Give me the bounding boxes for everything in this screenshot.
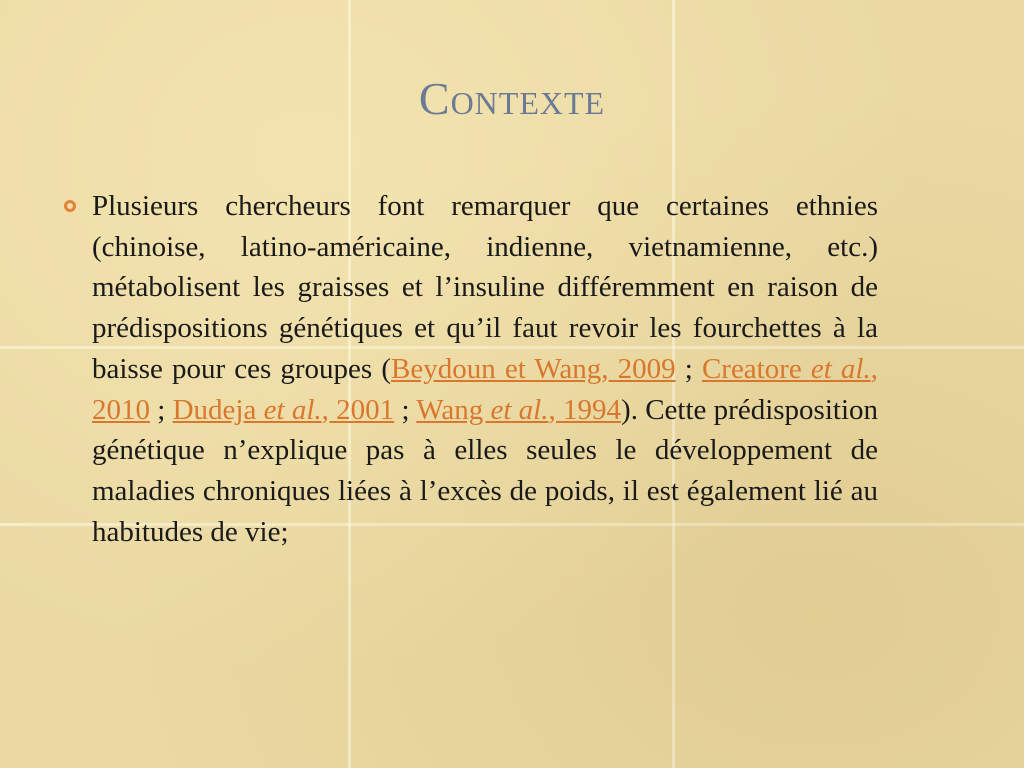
citation-separator: ;: [394, 393, 417, 426]
citation-link-dudeja[interactable]: [173, 394, 395, 426]
citation-link-beydoun[interactable]: Beydoun et Wang, 2009: [391, 352, 676, 385]
text-part-1: Plusieurs chercheurs font remarquer que certaines ethnies (chinoise, latino-américaine, indienne, vietnamienne, etc.) métabolisent les graisses et l’insuline différemment en raison de prédispositions génétiques et qu’il faut revoir les fourchettes à la baisse pour ces groupes (: [92, 190, 878, 385]
citation-author: Wang: [416, 393, 491, 426]
bullet-item: [62, 186, 878, 552]
citation-link-wang[interactable]: [416, 394, 621, 426]
citation-author: Dudeja: [172, 393, 264, 426]
citation-separator: ;: [150, 393, 173, 426]
citation-year: , 1994: [548, 393, 622, 426]
citation-etal: et al.: [810, 352, 871, 385]
slide-title: Contexte: [418, 73, 606, 124]
citation-year: , 2001: [321, 393, 395, 426]
text-part-2: ). Cette prédisposition génétique n’explique pas à elles seules le développement de maladies chroniques liées à l’excès de poids, il est également lié au habitudes de vie;: [92, 393, 879, 548]
slide-content: [62, 186, 878, 552]
citation-etal: et al.: [490, 393, 549, 426]
citation-separator: ;: [675, 352, 702, 385]
citation-etal: et al.: [263, 393, 322, 426]
bullet-text: [92, 186, 878, 552]
citation-year: , 2010: [92, 352, 878, 426]
citation-author: Creatore: [701, 352, 811, 385]
bullet-ring-icon: [62, 186, 92, 226]
